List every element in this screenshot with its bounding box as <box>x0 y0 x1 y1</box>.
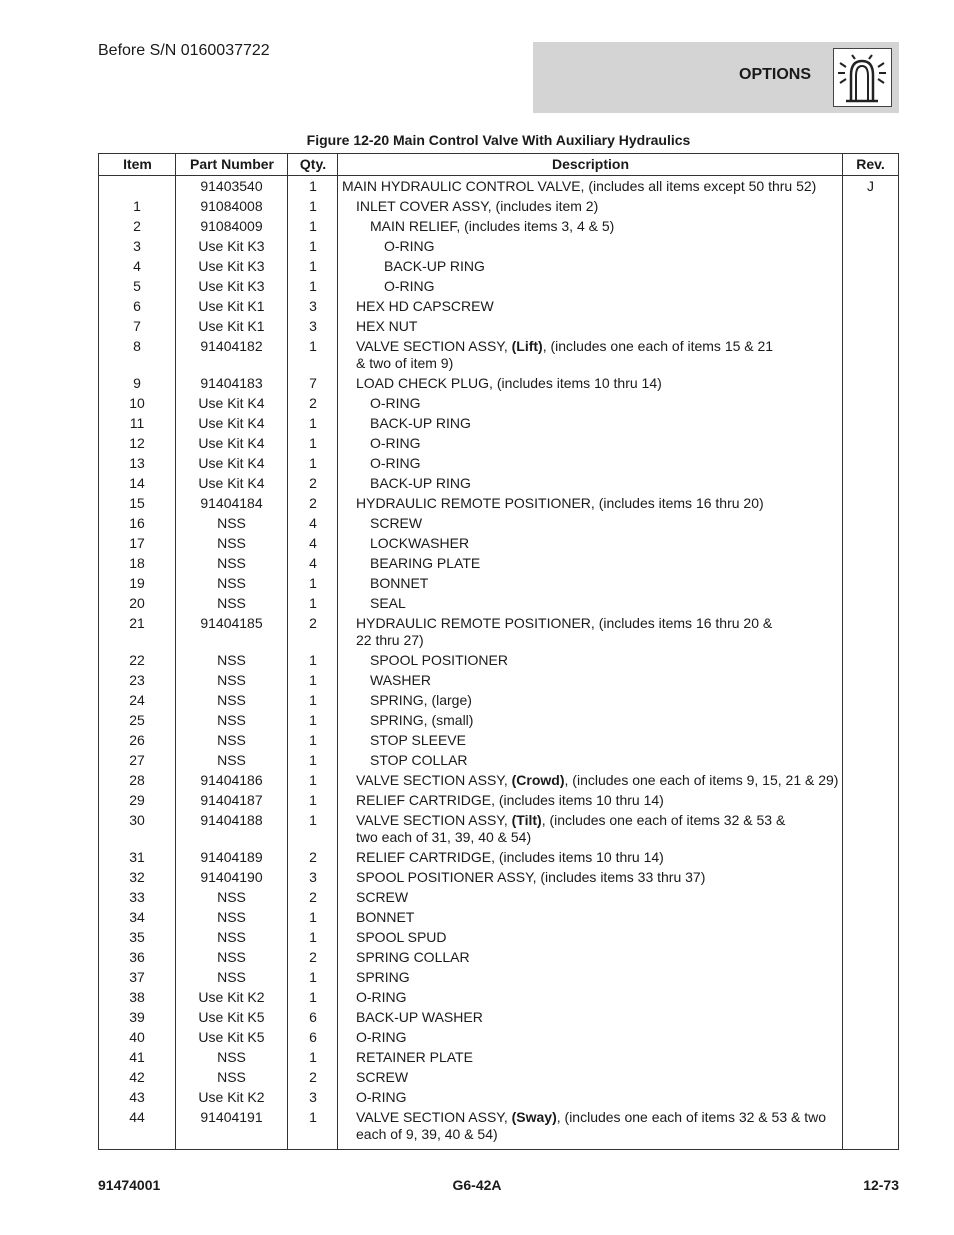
table-row <box>99 927 898 947</box>
quantity: 1 <box>309 454 317 471</box>
description-text: VALVE SECTION ASSY, <box>356 771 512 788</box>
table-row <box>99 216 898 236</box>
quantity: 1 <box>309 651 317 668</box>
item-number: 11 <box>129 414 145 431</box>
quantity: 1 <box>309 988 317 1005</box>
part-number: NSS <box>217 514 246 531</box>
item-number: 12 <box>129 434 145 451</box>
part-number: NSS <box>217 534 246 551</box>
description <box>384 278 884 295</box>
quantity: 1 <box>309 928 317 945</box>
table-row <box>99 613 898 650</box>
description-text: SCREW <box>370 514 423 531</box>
quantity: 4 <box>309 534 317 551</box>
description <box>356 1009 856 1026</box>
description <box>356 869 856 886</box>
part-number: 91404187 <box>200 791 263 808</box>
item-number: 43 <box>129 1088 145 1105</box>
item-number: 19 <box>129 574 145 591</box>
table-row <box>99 413 898 433</box>
parts-table <box>98 153 899 1150</box>
footer-part-number: 91474001 <box>98 1177 161 1193</box>
description <box>342 178 842 195</box>
description-text: O-RING <box>370 394 421 411</box>
part-number: 91404190 <box>200 868 263 885</box>
table-row <box>99 236 898 256</box>
description <box>370 395 870 412</box>
description <box>356 318 856 335</box>
footer-model: G6-42A <box>452 1177 502 1193</box>
header-item: Item <box>99 154 176 176</box>
part-number: NSS <box>217 1068 246 1085</box>
table-row <box>99 433 898 453</box>
table-row <box>99 1087 898 1107</box>
table-row <box>99 176 898 196</box>
description <box>370 652 870 669</box>
description <box>370 535 870 552</box>
description-text: SPRING, (large) <box>370 691 472 708</box>
description <box>370 732 870 749</box>
item-number: 30 <box>129 811 145 828</box>
part-number: 91084009 <box>200 217 263 234</box>
table-row <box>99 196 898 216</box>
part-number: 91404188 <box>200 811 263 828</box>
header-description: Description <box>338 154 843 176</box>
description-text: SPRING <box>356 968 410 985</box>
part-number: NSS <box>217 1048 246 1065</box>
description-text: SCREW <box>356 1068 409 1085</box>
options-light-icon <box>833 48 892 107</box>
quantity: 2 <box>309 614 317 631</box>
description-text: O-RING <box>356 988 407 1005</box>
quantity: 1 <box>309 1108 317 1125</box>
description-text: BACK-UP WASHER <box>356 1008 483 1025</box>
table-row <box>99 296 898 316</box>
table-row <box>99 810 898 847</box>
quantity: 1 <box>309 811 317 828</box>
description <box>370 555 870 572</box>
quantity: 2 <box>309 888 317 905</box>
description-text: LOAD CHECK PLUG, (includes items 10 thru 14) <box>356 374 662 391</box>
item-number: 1 <box>133 197 141 214</box>
quantity: 1 <box>309 337 317 354</box>
item-number: 7 <box>133 317 141 334</box>
description-text: SPRING, (small) <box>370 711 474 728</box>
table-row <box>99 987 898 1007</box>
item-number: 16 <box>129 514 145 531</box>
item-number: 13 <box>129 454 145 471</box>
quantity: 6 <box>309 1008 317 1025</box>
quantity: 1 <box>309 414 317 431</box>
quantity: 1 <box>309 751 317 768</box>
description <box>356 889 856 906</box>
description-text: HEX HD CAPSCREW <box>356 297 494 314</box>
description-text: SEAL <box>370 594 406 611</box>
table-row <box>99 573 898 593</box>
item-number: 42 <box>129 1068 145 1085</box>
table-row <box>99 650 898 670</box>
quantity: 4 <box>309 554 317 571</box>
part-number: NSS <box>217 594 246 611</box>
description-text: HEX NUT <box>356 317 418 334</box>
part-number: 91084008 <box>200 197 263 214</box>
item-number: 37 <box>129 968 145 985</box>
table-row <box>99 770 898 790</box>
quantity: 1 <box>309 237 317 254</box>
quantity: 3 <box>309 297 317 314</box>
table-row <box>99 1027 898 1047</box>
item-number: 26 <box>129 731 145 748</box>
description <box>370 752 870 769</box>
description-emphasis: (Lift) <box>511 337 543 354</box>
table-row <box>99 790 898 810</box>
part-number: Use Kit K4 <box>198 454 265 471</box>
quantity: 1 <box>309 771 317 788</box>
description-text: RELIEF CARTRIDGE, (includes items 10 thru 14) <box>356 848 664 865</box>
description <box>384 238 884 255</box>
section-title: OPTIONS <box>739 66 812 83</box>
table-row <box>99 373 898 393</box>
table-row <box>99 907 898 927</box>
description <box>356 969 856 986</box>
part-number: NSS <box>217 888 246 905</box>
quantity: 1 <box>309 434 317 451</box>
table-row <box>99 730 898 750</box>
description <box>356 929 856 946</box>
item-number: 9 <box>133 374 141 391</box>
table-row <box>99 847 898 867</box>
item-number: 8 <box>133 337 141 354</box>
table-row <box>99 867 898 887</box>
item-number: 29 <box>129 791 145 808</box>
part-number: NSS <box>217 948 246 965</box>
description-text: INLET COVER ASSY, (includes item 2) <box>356 197 599 214</box>
description-text: LOCKWASHER <box>370 534 470 551</box>
quantity: 1 <box>309 257 317 274</box>
description-text: STOP COLLAR <box>370 751 468 768</box>
quantity: 1 <box>309 671 317 688</box>
item-number: 3 <box>133 237 141 254</box>
part-number: Use Kit K4 <box>198 414 265 431</box>
quantity: 3 <box>309 1088 317 1105</box>
figure-title: Figure 12-20 Main Control Valve With Auxiliary Hydraulics <box>306 132 691 148</box>
item-number: 41 <box>129 1048 145 1065</box>
item-number: 4 <box>133 257 141 274</box>
description-emphasis: (Tilt) <box>511 811 542 828</box>
quantity: 2 <box>309 394 317 411</box>
description <box>356 375 856 392</box>
item-number: 40 <box>129 1028 145 1045</box>
description <box>384 258 884 275</box>
part-number: Use Kit K3 <box>198 277 265 294</box>
description <box>370 475 870 492</box>
description-text: MAIN HYDRAULIC CONTROL VALVE, (includes all items except 50 thru 52) <box>342 177 817 194</box>
part-number: NSS <box>217 651 246 668</box>
description-text: O-RING <box>384 237 435 254</box>
description-text: STOP SLEEVE <box>370 731 466 748</box>
table-row <box>99 887 898 907</box>
part-number: NSS <box>217 928 246 945</box>
part-number: Use Kit K3 <box>198 237 265 254</box>
part-number: NSS <box>217 574 246 591</box>
item-number: 34 <box>129 908 145 925</box>
description <box>356 812 856 846</box>
description <box>370 575 870 592</box>
part-number: Use Kit K5 <box>198 1008 265 1025</box>
description-emphasis: (Crowd) <box>511 771 565 788</box>
description-text: SPOOL POSITIONER ASSY, (includes items 33 thru 37) <box>356 868 706 885</box>
table-row <box>99 1047 898 1067</box>
item-number: 5 <box>133 277 141 294</box>
quantity: 1 <box>309 711 317 728</box>
description-emphasis: (Sway) <box>511 1108 557 1125</box>
description-text: WASHER <box>370 671 431 688</box>
item-number: 28 <box>129 771 145 788</box>
description <box>356 949 856 966</box>
item-number: 23 <box>129 671 145 688</box>
table-row <box>99 947 898 967</box>
description <box>356 495 856 512</box>
part-number: 91404184 <box>200 494 263 511</box>
description-text: , (includes one each of items 32 & 53 & two each of 9, 39, 40 & 54) <box>356 1108 827 1142</box>
item-number: 21 <box>129 614 145 631</box>
item-number: 33 <box>129 888 145 905</box>
table-row <box>99 553 898 573</box>
quantity: 2 <box>309 948 317 965</box>
quantity: 1 <box>309 277 317 294</box>
table-row <box>99 533 898 553</box>
serial-number-note: Before S/N 0160037722 <box>98 42 270 59</box>
quantity: 1 <box>309 574 317 591</box>
quantity: 7 <box>309 374 317 391</box>
description-text: RELIEF CARTRIDGE, (includes items 10 thru 14) <box>356 791 664 808</box>
part-number: Use Kit K5 <box>198 1028 265 1045</box>
item-number: 18 <box>129 554 145 571</box>
description <box>370 415 870 432</box>
part-number: Use Kit K2 <box>198 988 265 1005</box>
table-row <box>99 493 898 513</box>
description-text: SPOOL POSITIONER <box>370 651 508 668</box>
description <box>356 1069 856 1086</box>
description-text: BONNET <box>370 574 429 591</box>
quantity: 1 <box>309 968 317 985</box>
quantity: 4 <box>309 514 317 531</box>
description <box>370 595 870 612</box>
description <box>370 515 870 532</box>
item-number: 27 <box>129 751 145 768</box>
part-number: Use Kit K3 <box>198 257 265 274</box>
part-number: Use Kit K2 <box>198 1088 265 1105</box>
part-number: 91404185 <box>200 614 263 631</box>
item-number: 6 <box>133 297 141 314</box>
description <box>356 849 856 866</box>
table-row <box>99 316 898 336</box>
description <box>356 198 856 215</box>
description-text: , (includes one each of items 15 & 21 & two of item 9) <box>356 337 774 371</box>
item-number: 44 <box>129 1108 145 1125</box>
item-number: 15 <box>129 494 145 511</box>
item-number: 20 <box>129 594 145 611</box>
description-text: BEARING PLATE <box>370 554 481 571</box>
description <box>356 792 856 809</box>
quantity: 2 <box>309 494 317 511</box>
description-text: RETAINER PLATE <box>356 1048 473 1065</box>
part-number: 91404183 <box>200 374 263 391</box>
item-number: 10 <box>129 394 145 411</box>
description-text: O-RING <box>370 434 421 451</box>
quantity: 1 <box>309 217 317 234</box>
description <box>356 909 856 926</box>
description <box>356 615 856 649</box>
item-number: 38 <box>129 988 145 1005</box>
description <box>370 692 870 709</box>
part-number: NSS <box>217 751 246 768</box>
table-row <box>99 750 898 770</box>
quantity: 3 <box>309 868 317 885</box>
table-body <box>99 176 898 1144</box>
table-row <box>99 670 898 690</box>
description <box>356 1029 856 1046</box>
part-number: NSS <box>217 671 246 688</box>
description-text: VALVE SECTION ASSY, <box>356 337 512 354</box>
item-number: 24 <box>129 691 145 708</box>
part-number: Use Kit K4 <box>198 394 265 411</box>
part-number: NSS <box>217 554 246 571</box>
part-number: 91404186 <box>200 771 263 788</box>
description-text: O-RING <box>384 277 435 294</box>
part-number: NSS <box>217 711 246 728</box>
part-number: NSS <box>217 731 246 748</box>
description-text: , (includes one each of items 32 & 53 & two each of 31, 39, 40 & 54) <box>356 811 786 845</box>
table-row <box>99 336 898 373</box>
description-text: SPOOL SPUD <box>356 928 447 945</box>
description-text: HYDRAULIC REMOTE POSITIONER, (includes items 16 thru 20) <box>356 494 764 511</box>
quantity: 2 <box>309 1068 317 1085</box>
description-text: SCREW <box>356 888 409 905</box>
description-text: O-RING <box>356 1088 407 1105</box>
header-part-number: Part Number <box>176 154 288 176</box>
table-row <box>99 690 898 710</box>
description <box>356 1089 856 1106</box>
table-row <box>99 473 898 493</box>
description <box>356 772 856 789</box>
part-number: 91404191 <box>200 1108 263 1125</box>
description-text: BACK-UP RING <box>370 474 471 491</box>
item-number: 14 <box>129 474 145 491</box>
item-number: 22 <box>129 651 145 668</box>
table-row <box>99 513 898 533</box>
quantity: 2 <box>309 848 317 865</box>
description <box>356 298 856 315</box>
item-number: 31 <box>129 848 145 865</box>
table-row <box>99 276 898 296</box>
description <box>370 435 870 452</box>
part-number: Use Kit K4 <box>198 434 265 451</box>
quantity: 1 <box>309 197 317 214</box>
description-text: O-RING <box>356 1028 407 1045</box>
description-text: SPRING COLLAR <box>356 948 470 965</box>
description <box>370 672 870 689</box>
description <box>356 1049 856 1066</box>
description-text: O-RING <box>370 454 421 471</box>
table-row <box>99 1067 898 1087</box>
table-row <box>99 256 898 276</box>
part-number: 91403540 <box>200 177 263 194</box>
table-row <box>99 393 898 413</box>
description-text: MAIN RELIEF, (includes items 3, 4 & 5) <box>370 217 615 234</box>
item-number: 36 <box>129 948 145 965</box>
table-row <box>99 967 898 987</box>
quantity: 3 <box>309 317 317 334</box>
item-number: 17 <box>129 534 145 551</box>
part-number: Use Kit K1 <box>198 317 265 334</box>
quantity: 1 <box>309 791 317 808</box>
description <box>356 338 856 372</box>
description <box>370 455 870 472</box>
footer-page-number: 12-73 <box>863 1177 899 1193</box>
quantity: 1 <box>309 691 317 708</box>
table-row <box>99 1107 898 1144</box>
quantity: 1 <box>309 1048 317 1065</box>
description-text: HYDRAULIC REMOTE POSITIONER, (includes items 16 thru 20 & 22 thru 27) <box>356 614 773 648</box>
quantity: 6 <box>309 1028 317 1045</box>
revision: J <box>867 177 874 194</box>
table-row <box>99 1007 898 1027</box>
description <box>370 712 870 729</box>
part-number: Use Kit K1 <box>198 297 265 314</box>
quantity: 1 <box>309 908 317 925</box>
item-number: 2 <box>133 217 141 234</box>
quantity: 1 <box>309 594 317 611</box>
quantity: 1 <box>309 177 317 194</box>
quantity: 1 <box>309 731 317 748</box>
description <box>356 1109 856 1143</box>
part-number: Use Kit K4 <box>198 474 265 491</box>
description-text: VALVE SECTION ASSY, <box>356 811 512 828</box>
description-text: BACK-UP RING <box>370 414 471 431</box>
description-text: BONNET <box>356 908 415 925</box>
table-row <box>99 710 898 730</box>
table-row <box>99 593 898 613</box>
description-text: VALVE SECTION ASSY, <box>356 1108 512 1125</box>
table-row <box>99 453 898 473</box>
item-number: 32 <box>129 868 145 885</box>
description-text: , (includes one each of items 9, 15, 21 & 29) <box>564 771 839 788</box>
description <box>370 218 870 235</box>
part-number: 91404182 <box>200 337 263 354</box>
description-text: BACK-UP RING <box>384 257 485 274</box>
header-rev: Rev. <box>843 154 898 176</box>
item-number: 25 <box>129 711 145 728</box>
part-number: 91404189 <box>200 848 263 865</box>
item-number: 35 <box>129 928 145 945</box>
quantity: 2 <box>309 474 317 491</box>
part-number: NSS <box>217 968 246 985</box>
header-qty: Qty. <box>288 154 338 176</box>
description <box>356 989 856 1006</box>
part-number: NSS <box>217 908 246 925</box>
part-number: NSS <box>217 691 246 708</box>
item-number: 39 <box>129 1008 145 1025</box>
